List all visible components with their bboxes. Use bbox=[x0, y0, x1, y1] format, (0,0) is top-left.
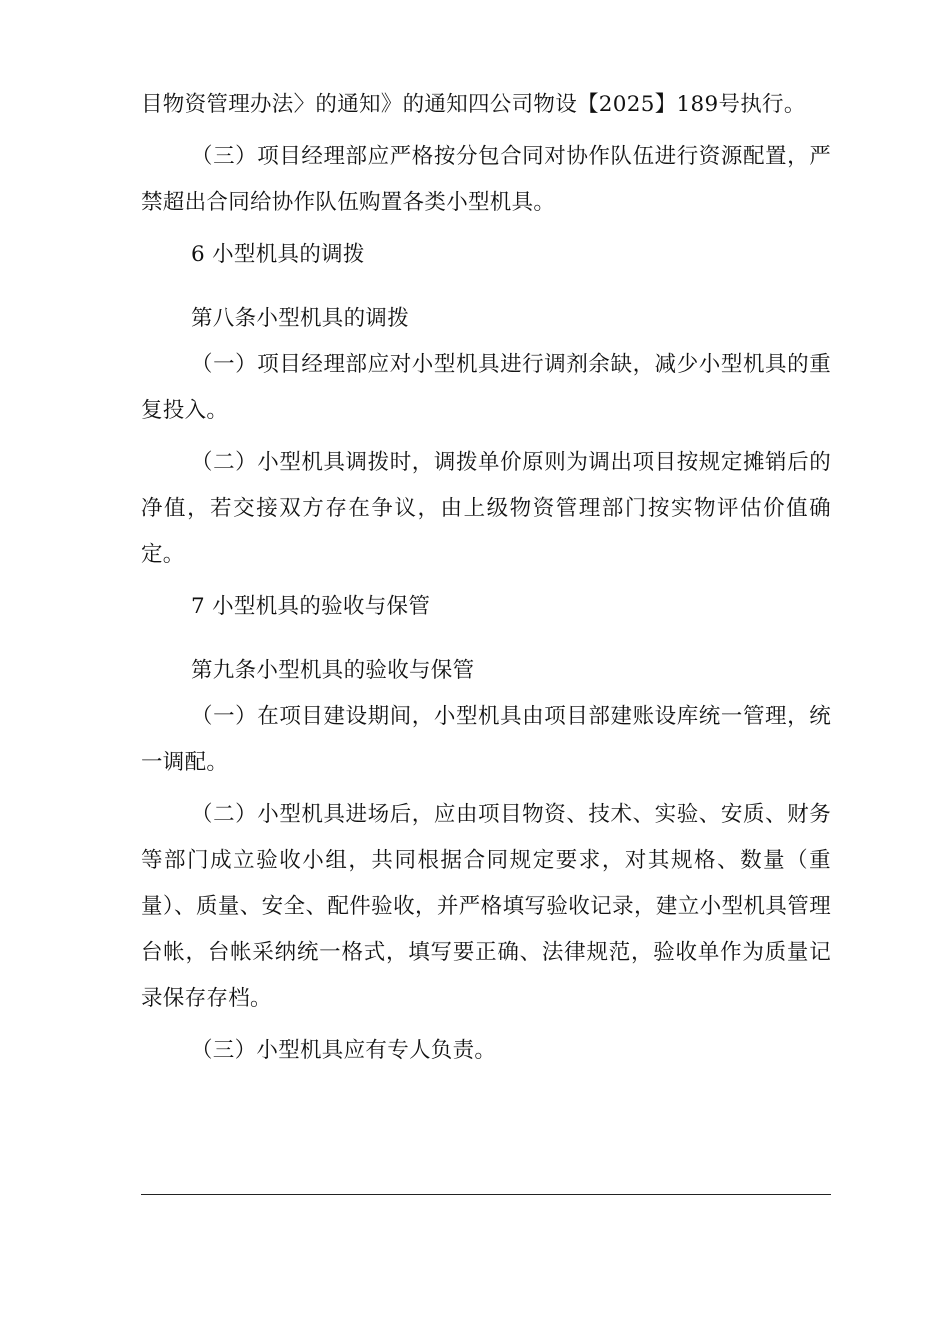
section-heading-6: 6 小型机具的调拨 bbox=[191, 242, 365, 267]
document-body bbox=[141, 82, 831, 1074]
paragraph-article-8-clause-1: （一）项目经理部应对小型机具进行调剂余缺，减少小型机具的重复投入。 bbox=[141, 352, 831, 423]
paragraph-article-9-clause-1: （一）在项目建设期间，小型机具由项目部建账设库统一管理，统一调配。 bbox=[141, 704, 831, 775]
paragraph-article-9-clause-2: （二）小型机具进场后，应由项目物资、技术、实验、安质、财务等部门成立验收小组，共同根据合同规定要求，对其规格、数量（重量）、质量、安全、配件验收，并严格填写验收记录，建立小型机具管理台帐，台帐采纳统一格式，填写要正确、法律规范，验收单作为质量记录保存存档。 bbox=[141, 802, 831, 1011]
article-heading-8: 第八条小型机具的调拨 bbox=[191, 306, 410, 331]
paragraph-article-9-clause-3: （三）小型机具应有专人负责。 bbox=[191, 1038, 497, 1063]
paragraph-continuation: 目物资管理办法〉的通知》的通知四公司物设【2025】189号执行。 bbox=[141, 92, 806, 117]
paragraph-article-8-clause-2: （二）小型机具调拨时，调拨单价原则为调出项目按规定摊销后的净值，若交接双方存在争议，由上级物资管理部门按实物评估价值确定。 bbox=[141, 450, 831, 567]
footer-divider bbox=[141, 1194, 831, 1195]
paragraph-clause-3: （三）项目经理部应严格按分包合同对协作队伍进行资源配置，严禁超出合同给协作队伍购置各类小型机具。 bbox=[141, 144, 831, 215]
article-heading-9: 第九条小型机具的验收与保管 bbox=[191, 658, 475, 683]
section-heading-7: 7 小型机具的验收与保管 bbox=[191, 594, 431, 619]
